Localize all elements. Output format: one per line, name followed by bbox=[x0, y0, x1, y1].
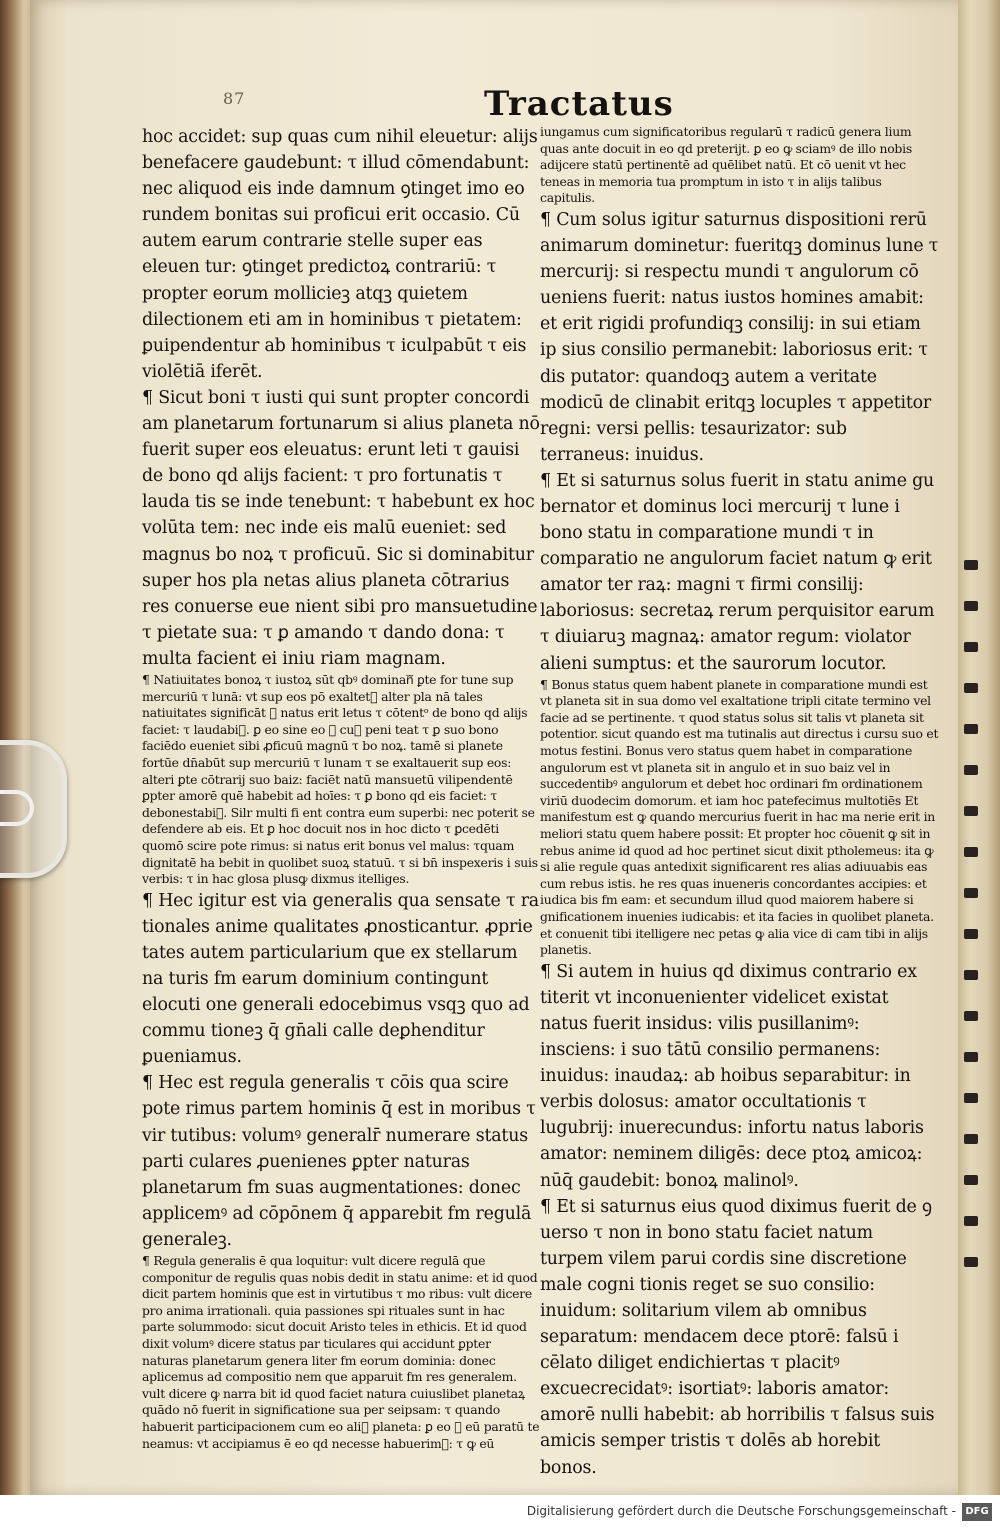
paragraph: ¶ Hec igitur est via generalis qua sensate τ ra tionales anime qualitates ꝓnosticantur. ꝓprie tates autem particularium que ex stellarum na turis fm earum dominium contingunt elocuti one generali edocebimus vsqꝫ quo ad commu tioneꝫ q̄ gn̄ali calle deꝑhenditur ꝑueniamus. bbox=[142, 890, 539, 1068]
folio-number: 87 bbox=[223, 89, 246, 108]
gloss-paragraph: ¶ Regula generalis ē qua loquitur: vult dicere regulā que componitur de regulis quas nobis dedit in statu anime: et id quod dicit partem hominis que est in virtutibus τ mo ribus: vult dicere pro anima irrationali. quia passiones spi rituales sunt in hac parte solummodo: sicut docuit Aristo teles in ethicis. Et id quod dixit volumꝰ dicere status par ticulares qui accidunt ꝑpter naturas planetarum genera liter fm eorum dominia: donec aplicemus ad compositio nem que apparuit fm res generalem. vult dicere ꝙ narra bit id quod faciet natura cuiuslibet planetaꝝ quādo nō fuerit in significatione sua per seipsam: τ quando habuerit participacionem cum eo aliᷓ planeta: ꝑ eo ꝙ eū paratū te neamus: vt accipiamus ē eo qd necesse habuerimꝰ: τ ꝙ eū bbox=[142, 1253, 540, 1451]
dfg-logo: DFG bbox=[962, 1503, 992, 1521]
footer-credit: Digitalisierung gefördert durch die Deutsche Forschungsgemeinschaft - bbox=[526, 1504, 956, 1518]
paragraph: ¶ Et si saturnus solus fuerit in statu anime gu bernator et dominus loci mercurij τ lune i bono statu in comparatione mundi τ in comparatio ne angulorum faciet natum ꝙ erit amator ter raꝝ: magni τ firmi consilij: laboriosus: secretaꝝ rerum perquisitor earum τ diuiaruꝫ magnaꝝ: amator regum: violator alieni sumptus: et the saurorum locutor. bbox=[540, 470, 935, 674]
paragraph: hoc accidet: sup quas cum nihil eleuetur: alijs benefacere gaudebunt: τ illud cōmendabunt: nec aliquod eis inde damnum ꝯtinget imo eo rundem bonitas sui proficui erit occasio. Cū autem earum contrarie stelle super eas eleuen tur: ꝯtinget predictoꝝ contrariū: τ propter eorum mollicieꝫ atqꝫ quietem dilectionem eti am in hominibus τ pietatem: ꝑuipendentur ab hominibus τ iculpabūt τ eis violētiā iferēt. bbox=[142, 127, 538, 382]
facing-page-text-fragments bbox=[964, 560, 994, 1360]
paragraph: ¶ Cum solus igitur saturnus dispositioni rerū animarum dominetur: fueritqꝫ dominus lune τ mercurij: si respectu mundi τ angulorum cō ueniens fuerit: natus iustos homines amabit: et erit rigidi profundiqꝫ consilij: in sui etiam ip sius consilio permanebit: laboriosus erit: τ dis putator: quandoqꝫ autem a veritate modicū de clinabit eritqꝫ locuples τ appetitor regni: versi pellis: tesaurizator: sub terraneus: inuidus. bbox=[540, 209, 939, 465]
paragraph: ¶ Hec est regula generalis τ cōis qua scire pote rimus partem hominis q̄ est in moribus τ vir tutibus: volumꝰ generalr̄ numerare status parti culares ꝓuenienes ꝑpter naturas planetarum fm suas augmentationes: donec applicemꝰ ad cōpōnem q̄ apparebit fm regulā generaleꝫ. bbox=[142, 1073, 536, 1250]
paragraph: ¶ Et si saturnus eius quod diximus fuerit de ꝯ uerso τ non in bono statu faciet natum turpem vilem parui cordis sine discretione male cogni tionis reget se suo consilio: inuidum: solitarium vilem ab omnibus separatum: mendacem dece ptorē: falsū i cēlato diliget endichiertas τ placitꝰ excuecrecidatꝰ: isortiatꝰ: laboris amator: amorē nulli habebit: ab horribilis τ falsus suis amicis semper tristis τ dolēs ab horebit bonos. bbox=[540, 1196, 935, 1478]
paragraph: ¶ Si autem in huius qd diximus contrario ex titerit vt inconuenienter videlicet existat natus fuerit insidus: vilis pusillanimꝰ: insciens: i suo tātū consilio permanens: inuidus: inaudaꝝ: ab hoibus separabitur: in verbis dolosus: amator occultationis τ lugubrij: inuerecundus: infortu natus laboris amator: neminem diligēs: dece ptoꝝ amicoꝝ: nūq̄ gaudebit: bonoꝝ malinolꝰ. bbox=[540, 961, 924, 1191]
right-column bbox=[540, 124, 940, 1481]
gloss-paragraph: ¶ Natiuitates bonoꝝ τ iustoꝝ sūt qbꝰ dominanᷓ ꝑte for tune sup mercuriū τ lunā: vt sup eos pō exaltetᷓ alter pla nā tales natiuitates significāt ꝙ natus erit letus τ cōtentᵒ de bono qd alijs faciet: τ laudabiᷓ. ꝑ eo sine eo ꝙ cuꝫ peni teat τ ꝑ suo bono faciēdo eueniet sibi ꝓficuū magnū τ bo noꝝ. tamē si planete fortūe dn̄abūt sup mercuriū τ lunam τ se exaltauerit sup eos: alteri ꝑte cōtrarij suo baiz: faciēt natū mansuetū vilipendentē ꝑpter amorē quē habebit ad hoīes: τ ꝑ bono qd eis faciet: τ debonestabiᷓ. Silr multi fi ent contra eum superbi: nec poterit se defendere ab eis. Et ꝑ hoc docuit nos in hoc dicto τ ꝑcedēti quomō scire pote rimus: si natus erit bonus vel malus: τquam dignitatē ha bebit in quolibet suoꝝ statuū. τ si bn̄ inspexeris i suis verbis: τ in hac glosa plusꝙ dixmus itelliges. bbox=[142, 671, 538, 887]
running-head: Tractatus bbox=[484, 84, 674, 124]
digitization-footer bbox=[0, 1495, 1000, 1529]
left-column bbox=[142, 124, 540, 1452]
gloss-paragraph: ¶ Bonus status quem habent planete in comparatione mundi est vt planeta sit in sua domo vel exaltatione tripli citate termino vel facie ad se pertinente. τ quod status solus sit talis vt planeta sit potentior. sicut quando est ma tutinalis aut directus i cursu suo et motus festini. Bonus vero status quem habet in comparatione angulorum est vt planeta sit in angulo et in suo baiz vel in succedentibꝰ angulorum et debet hoc ordinari fm ordinationem viriū duodecim domorum. et iam hoc patefecimus multotiēs Et manifestum est ꝙ quando mercurius fuerit in hac ma nerie erit in meliori statu quem habere possit: Et propter hoc cōuenit ꝙ sit in rebus anime id quod ad hoc pertinet sicut dixit ptholemeus: ita ꝙ si alie regule quas antedixit significarent res alias adiuuabis eas cum rebus istis. he res quas inueneris concordantes accipies: et iudica bis fm eam: et secundum illud quod maiorem habere si gnificationem inuenies iudicabis: et ita facies in quolibet planeta. et conuenit tibi itelligere nec petas ꝙ alia vice di cam tibi in alijs planetis. bbox=[540, 676, 939, 958]
gloss-paragraph: iungamus cum significatoribus regularū τ radicū genera lium quas ante docuit in eo qd preterijt. ꝑ eo ꝙ sciamꝰ de illo nobis adijcere statū pertinentē ad quēlibet natū. Et cō uenit vt hec teneas in memoria tua promptum in isto τ in alijs talibus capitulis. bbox=[540, 124, 912, 206]
paragraph: ¶ Sicut boni τ iusti qui sunt propter concordi am planetarum fortunarum si alius planeta nō fuerit super eos eleuatus: erunt leti τ gauisi de bono qd alijs facient: τ pro fortunatis τ lauda tis se inde tenebunt: τ habebunt ex hoc volūta tem: nec inde eis malū eueniet: sed magnus bo noꝝ τ proficuū. Sic si dominabitur super hos pla netas alius planeta cōtrarius res conuerse eue nient sibi pro mansuetudine τ pietate sua: τ ꝑ amando τ dando dona: τ multa facient ei iniu riam magnam. bbox=[142, 387, 540, 669]
